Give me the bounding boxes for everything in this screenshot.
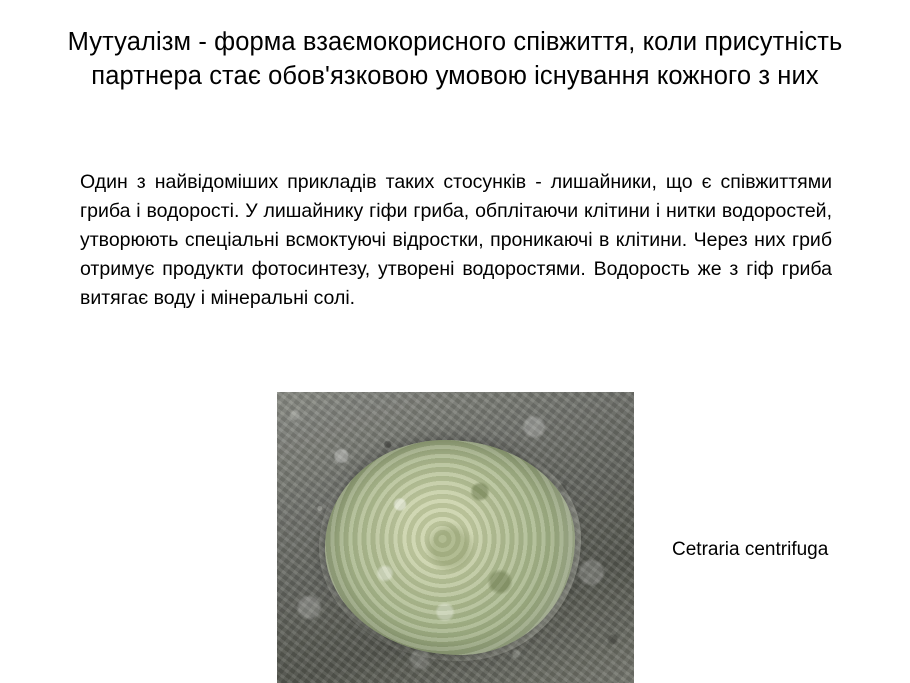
lichen-photograph (277, 392, 634, 683)
image-caption: Cetraria centrifuga (672, 539, 829, 560)
rock-background-image (277, 392, 634, 683)
body-paragraph: Один з найвідоміших прикладів таких стосунків - лишайники, що є співжиттями гриба і водорості. У лишайнику гіфи гриба, обплітаючи клітини і нитки водоростей, утворюють спеціальні всмоктуючі відростки, проникаючі в клітини. Через них гриб отримує продукти фотосинтезу, утворені водоростями. Водорость же з гіф гриба витягає воду і мінеральні солі. (80, 171, 832, 310)
lichen-thallus-shape (325, 440, 575, 655)
page-title: Мутуалізм - форма взаємокорисного співжиття, коли присутність партнера стає обов'язковою умовою існування кожного з них (67, 28, 843, 90)
